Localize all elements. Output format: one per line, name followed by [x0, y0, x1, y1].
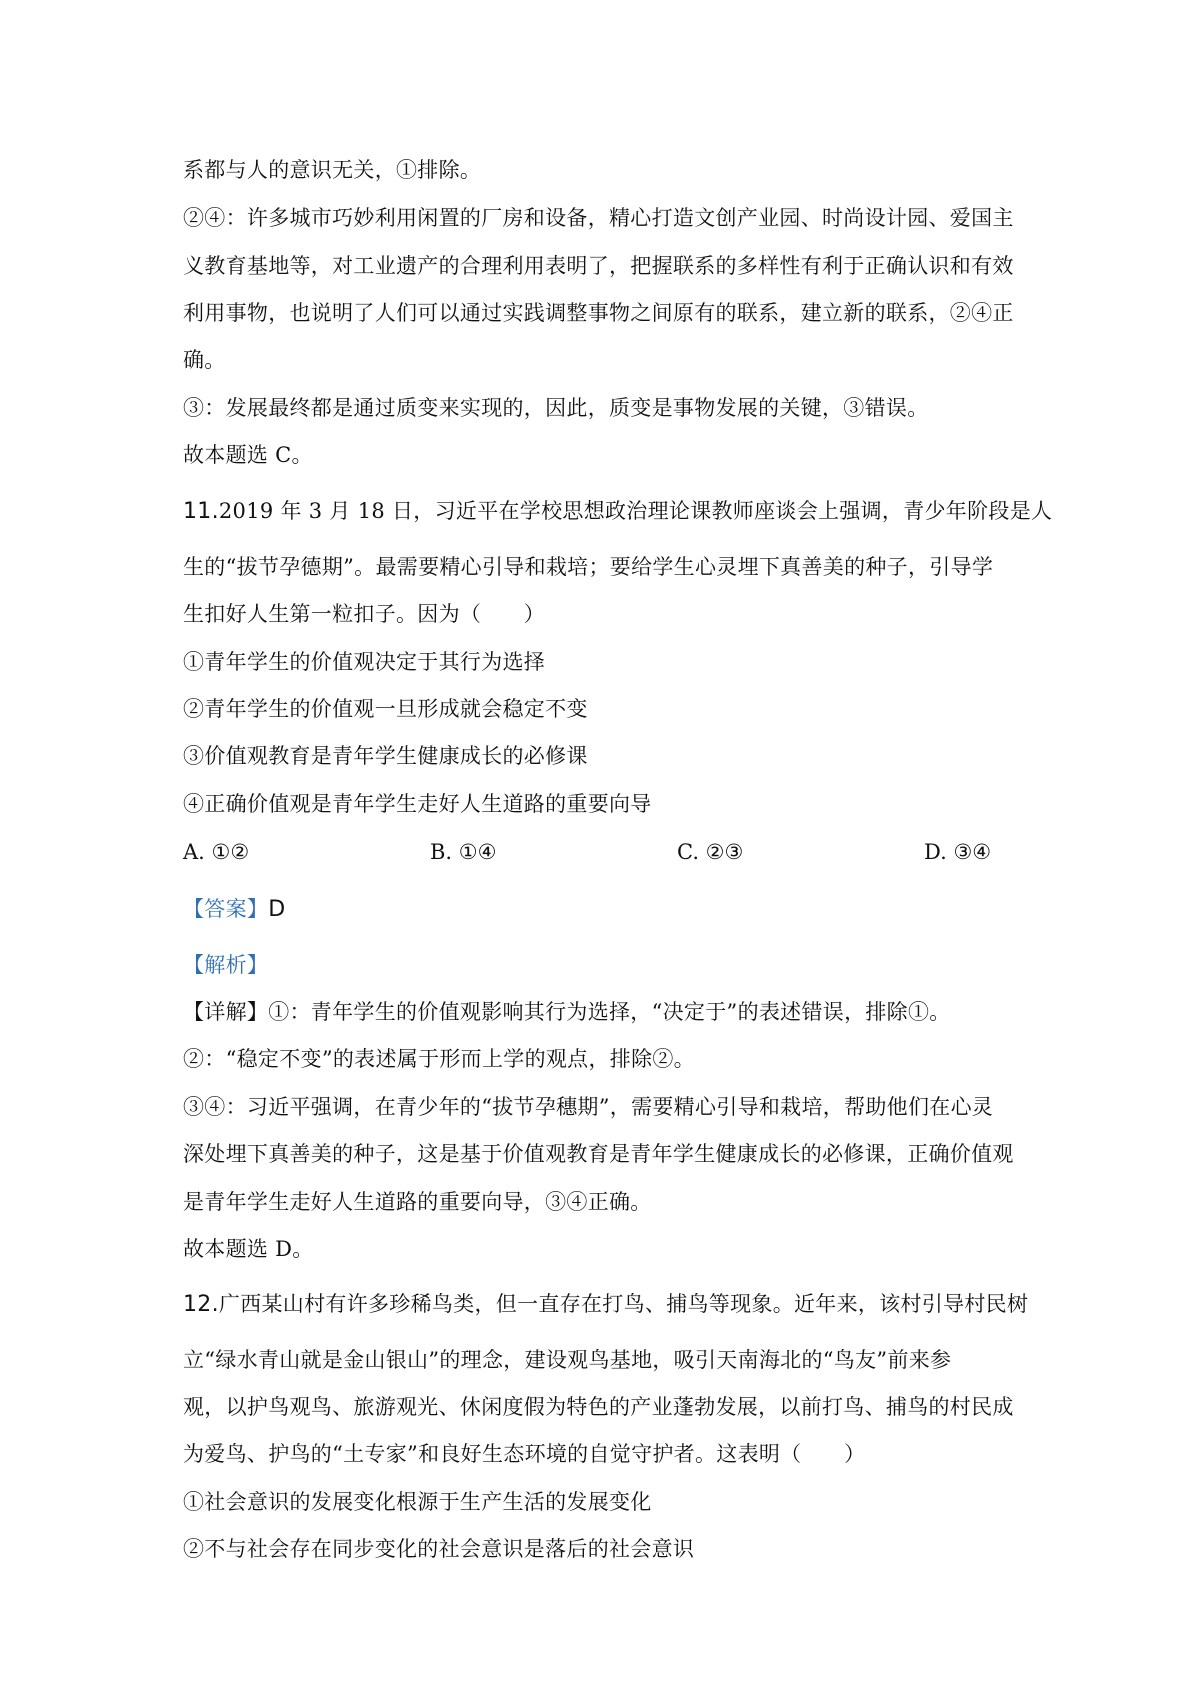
answer-label: 【答案】 — [183, 897, 269, 921]
q11-option-b: B. ①④ — [430, 840, 497, 864]
prev-explanation-line: 确。 — [183, 348, 226, 372]
q12-stem-line — [183, 1290, 1028, 1319]
q11-statement: ①青年学生的价值观决定于其行为选择 — [183, 650, 546, 674]
q11-option-d: D. ③④ — [924, 840, 992, 864]
q11-stem-line: 生扣好人生第一粒扣子。因为（ ） — [183, 602, 546, 626]
analysis-label: 【解析】 — [183, 953, 269, 977]
q11-statement: ③价值观教育是青年学生健康成长的必修课 — [183, 744, 588, 768]
q12-stem-line: 观，以护鸟观鸟、旅游观光、休闲度假为特色的产业蓬勃发展，以前打鸟、捕鸟的村民成 — [183, 1395, 1014, 1419]
q12-stem-line: 为爱鸟、护鸟的“土专家”和良好生态环境的自觉守护者。这表明（ ） — [183, 1442, 866, 1466]
q11-option-c: C. ②③ — [677, 840, 744, 864]
q11-detail-line: 是青年学生走好人生道路的重要向导，③④正确。 — [183, 1190, 652, 1214]
prev-explanation-line: 利用事物，也说明了人们可以通过实践调整事物之间原有的联系，建立新的联系，②④正 — [183, 301, 1014, 325]
q12-statement: ②不与社会存在同步变化的社会意识是落后的社会意识 — [183, 1537, 695, 1561]
answer-value: D — [268, 897, 286, 922]
prev-explanation-line: ③：发展最终都是通过质变来实现的，因此，质变是事物发展的关键，③错误。 — [183, 396, 929, 420]
prev-explanation-line: 义教育基地等，对工业遗产的合理利用表明了，把握联系的多样性有利于正确认识和有效 — [183, 254, 1014, 278]
q12-statement: ①社会意识的发展变化根源于生产生活的发展变化 — [183, 1490, 652, 1514]
q11-answer — [183, 895, 285, 924]
prev-conclusion: 故本题选 C。 — [183, 443, 313, 467]
q11-stem-text: 2019 年 3 月 18 日，习近平在学校思想政治理论课教师座谈会上强调，青少年阶段是人 — [218, 499, 1053, 523]
q12-stem-text: 广西某山村有许多珍稀鸟类，但一直存在打鸟、捕鸟等现象。近年来，该村引导村民树 — [218, 1292, 1029, 1316]
q11-statement: ②青年学生的价值观一旦形成就会稳定不变 — [183, 697, 588, 721]
q11-detail-line: ②：“稳定不变”的表述属于形而上学的观点，排除②。 — [183, 1047, 695, 1071]
q11-stem-line — [183, 497, 1052, 526]
detail-label: 【详解】 — [183, 1000, 269, 1024]
q11-number: 11. — [183, 499, 219, 524]
q11-detail-line: ③④：习近平强调，在青少年的“拔节孕穗期”，需要精心引导和栽培，帮助他们在心灵 — [183, 1095, 994, 1119]
prev-explanation-line: 系都与人的意识无关，①排除。 — [183, 158, 482, 182]
q11-statement: ④正确价值观是青年学生走好人生道路的重要向导 — [183, 792, 652, 816]
q11-option-a: A. ①② — [183, 840, 250, 864]
q11-detail-line: 深处埋下真善美的种子，这是基于价值观教育是青年学生健康成长的必修课，正确价值观 — [183, 1142, 1014, 1166]
detail-text: ①：青年学生的价值观影响其行为选择，“决定于”的表述错误，排除①。 — [268, 1000, 951, 1024]
q12-number: 12. — [183, 1292, 219, 1317]
prev-explanation-line: ②④：许多城市巧妙利用闲置的厂房和设备，精心打造文创产业园、时尚设计园、爱国主 — [183, 206, 1014, 230]
q11-conclusion: 故本题选 D。 — [183, 1237, 314, 1261]
q11-detail-line — [183, 998, 951, 1026]
q11-stem-line: 生的“拔节孕德期”。最需要精心引导和栽培；要给学生心灵埋下真善美的种子，引导学 — [183, 555, 994, 579]
q12-stem-line: 立“绿水青山就是金山银山”的理念，建设观鸟基地，吸引天南海北的“鸟友”前来参 — [183, 1348, 952, 1372]
q11-analysis-heading — [183, 951, 268, 979]
